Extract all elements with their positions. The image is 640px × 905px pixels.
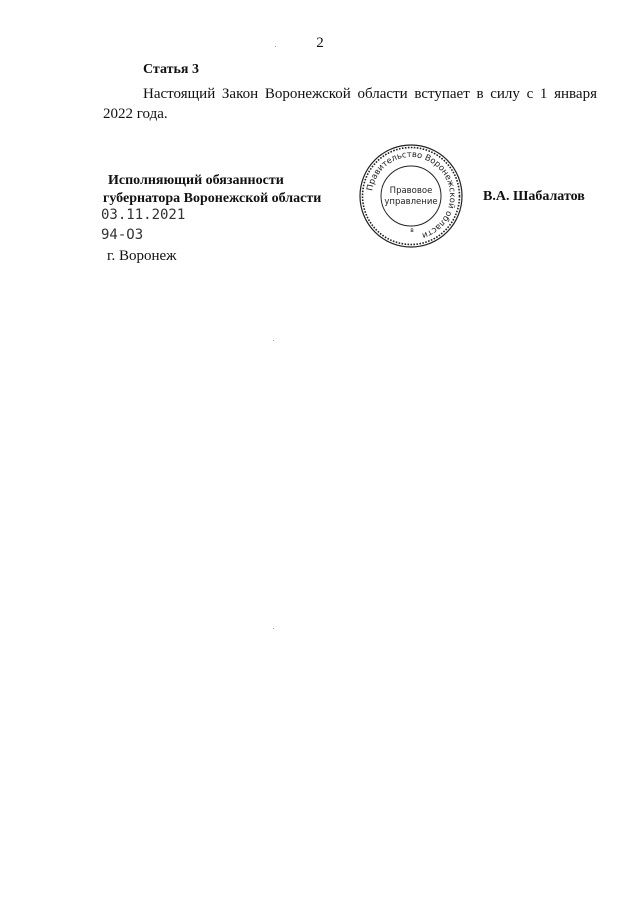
- official-seal-stamp: [358, 143, 464, 249]
- seal-outer-text: Правительство Воронежской области: [364, 148, 459, 242]
- scan-speck: [273, 628, 274, 629]
- signatory-title: [103, 172, 321, 208]
- signatory-name: В.А. Шабалатов: [483, 189, 585, 204]
- signatory-title-line1: Исполняющий обязанности: [108, 173, 284, 188]
- document-date: 03.11.2021: [101, 207, 186, 223]
- signatory-title-line2: губернатора Воронежской области: [103, 191, 322, 206]
- page-number: 2: [316, 35, 324, 51]
- article-heading: Статья 3: [143, 62, 199, 77]
- scan-speck: [273, 340, 274, 341]
- seal-center-line1: Правовое: [389, 186, 433, 196]
- scan-speck: [275, 46, 276, 47]
- seal-mark: в: [410, 227, 414, 234]
- seal-center-line2: управление: [384, 197, 438, 207]
- article-body: Настоящий Закон Воронежской области вступает в силу с 1 января 2022 года.: [103, 86, 597, 122]
- document-city: г. Воронеж: [107, 248, 177, 264]
- document-number: 94-ОЗ: [101, 227, 144, 243]
